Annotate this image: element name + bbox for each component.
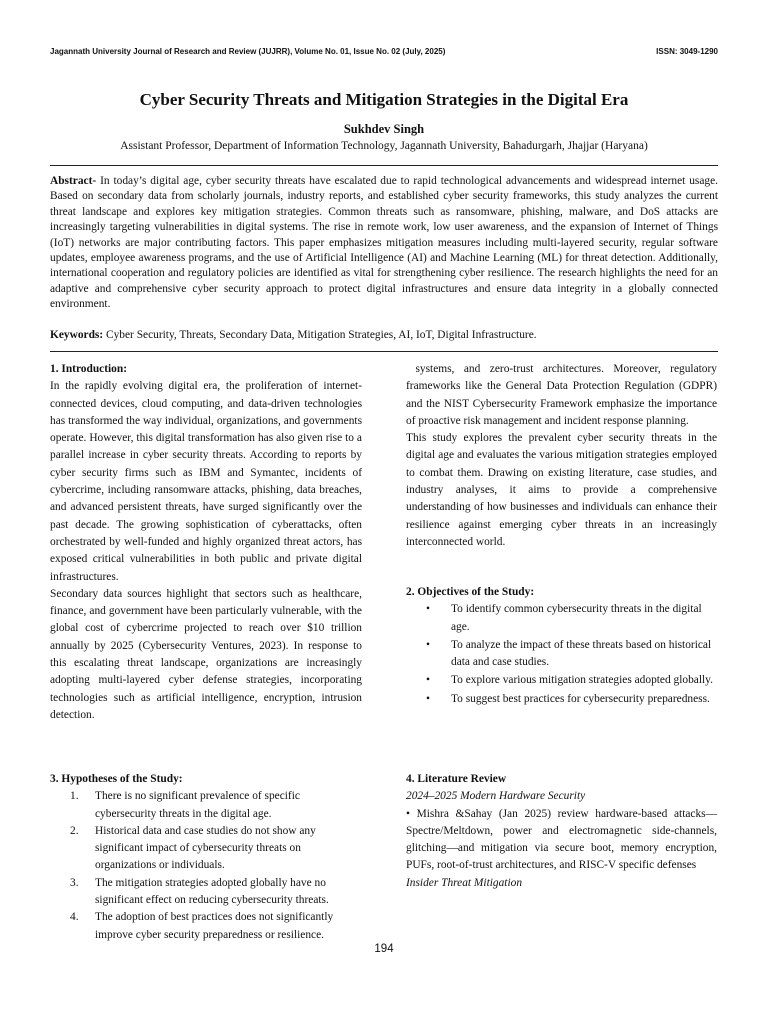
introduction-paragraph-2: Secondary data sources highlight that sectors such as healthcare, finance, and government have been particularly vulnerable, with the global cost of cybercrime projected to reach over $10 trillion annually by 2025 (Cybersecurity Ventures, 2023). In response to this escalating threat landscape, organizations are increasingly adopting multi-layered cyber defense strategies, incorporating technologies such as artificial intelligence, encryption, intrusion detection. [50,587,362,721]
author-affiliation: Assistant Professor, Department of Information Technology, Jagannath University, Bahadurgarh, Jhajjar (Haryana) [120,140,648,152]
list-item: • To suggest best practices for cybersecurity preparedness. [426,691,717,708]
list-item: • To identify common cybersecurity threats in the digital age. [426,601,717,636]
abstract [50,174,718,313]
list-item: 2. Historical data and case studies do not show any significant impact of cybersecurity threats on organizations or individuals. [70,824,316,872]
hypotheses-section [50,771,362,944]
introduction-paragraph-3: systems, and zero-trust architectures. Moreover, regulatory frameworks like the General Data Protection Regulation (GDPR) and the NIST Cybersecurity Framework emphasize the importance of proactive risk management and incident response planning. [406,363,720,427]
divider-bottom [50,351,718,352]
introduction-continued [406,361,720,551]
literature-subheading: Insider Threat Mitigation [406,876,523,889]
list-item: • To analyze the impact of these threats based on historical data and case studies. [426,637,717,672]
list-item: 4. The adoption of best practices does not significantly improve cyber security preparedness or resilience. [70,911,334,941]
introduction-section [50,361,362,724]
divider-top [50,165,718,166]
introduction-heading: 1. Introduction: [50,363,128,375]
literature-review-heading: 4. Literature Review [406,773,507,785]
objectives-list [406,601,717,708]
list-item: 1. There is no significant prevalence of specific cybersecurity threats in the digital age. [70,790,300,820]
abstract-text: In today’s digital age, cyber security threats have escalated due to rapid technological advancements and widespread internet usage. Based on secondary data from scholarly journals, industry reports, and established cyber security frameworks, this study analyzes the current threat landscape and explores key mitigation strategies. Common threats such as ransomware, phishing, malware, and DoS attacks are increasingly targeting vulnerabilities in digital systems. The rise in remote work, low user awareness, and the expansion of Internet of Things (IoT) networks are major contributing factors. This paper emphasizes mitigation measures including multi-layered security, regular software updates, employee awareness programs, and the use of Artificial Intelligence (AI) and Machine Learning (ML) for threat detection. Additionally, international cooperation and regulatory policies are identified as vital for strengthening cyber resilience. The research highlights the need for an adaptive and comprehensive cyber security approach to protect digital infrastructures and ensure data integrity in a globally connected environment. [50,175,718,311]
hypotheses-list [50,788,362,944]
keywords-label: Keywords: [50,329,104,341]
paper-title: Cyber Security Threats and Mitigation Strategies in the Digital Era [139,90,629,109]
literature-subheading: 2024–2025 Modern Hardware Security [406,790,586,803]
introduction-paragraph-4: This study explores the prevalent cyber security threats in the digital age and evaluates the various mitigation strategies employed to combat them. Drawing on existing literature, case studies, and industry analyses, it aims to provide a comprehensive understanding of how businesses and individuals can enhance their resilience against emerging cyber threats in an increasingly interconnected world. [406,432,717,548]
issn: ISSN: 3049-1290 [656,47,718,56]
list-item: • To explore various mitigation strategies adopted globally. [426,672,717,689]
keywords-text: Cyber Security, Threats, Secondary Data, Mitigation Strategies, AI, IoT, Digital Infrastructure. [103,329,537,341]
hypotheses-heading: 3. Hypotheses of the Study: [50,773,183,785]
literature-review-section [406,771,717,892]
literature-entry: • Mishra &Sahay (Jan 2025) review hardware-based attacks—Spectre/Meltdown, power and electromagnetic side-channels, glitching—and mitigation via secure boot, memory encryption, PUFs, root-of-trust architectures, and RISC-V specific defenses [406,807,717,872]
page-number: 194 [374,943,394,955]
running-header [50,47,718,56]
list-item: 3. The mitigation strategies adopted globally have no significant effect on reducing cybersecurity threats. [70,876,329,907]
objectives-section [406,584,717,709]
introduction-paragraph-1: In the rapidly evolving digital era, the proliferation of internet-connected devices, cloud computing, and data-driven technologies has transformed the way individual, organizations, and governments operate. However, this digital transformation has also given rise to a parallel increase in cyber security threats. According to reports by cyber security firms such as IBM and Symantec, incidents of cybercrime, including ransomware attacks, phishing, data breaches, and advanced persistent threats, have surged significantly over the past decade. The growing sophistication of cyberattacks, often orchestrated by well-funded and highly organized threat actors, has exposed critical vulnerabilities in both public and private digital infrastructures. [50,380,362,583]
abstract-label: Abstract- [50,175,97,187]
journal-citation: Jagannath University Journal of Research and Review (JUJRR), Volume No. 01, Issue No. 02 (July, 2025) [50,47,446,56]
objectives-heading: 2. Objectives of the Study: [406,586,535,598]
keywords [50,328,718,343]
author-name: Sukhdev Singh [343,122,425,136]
